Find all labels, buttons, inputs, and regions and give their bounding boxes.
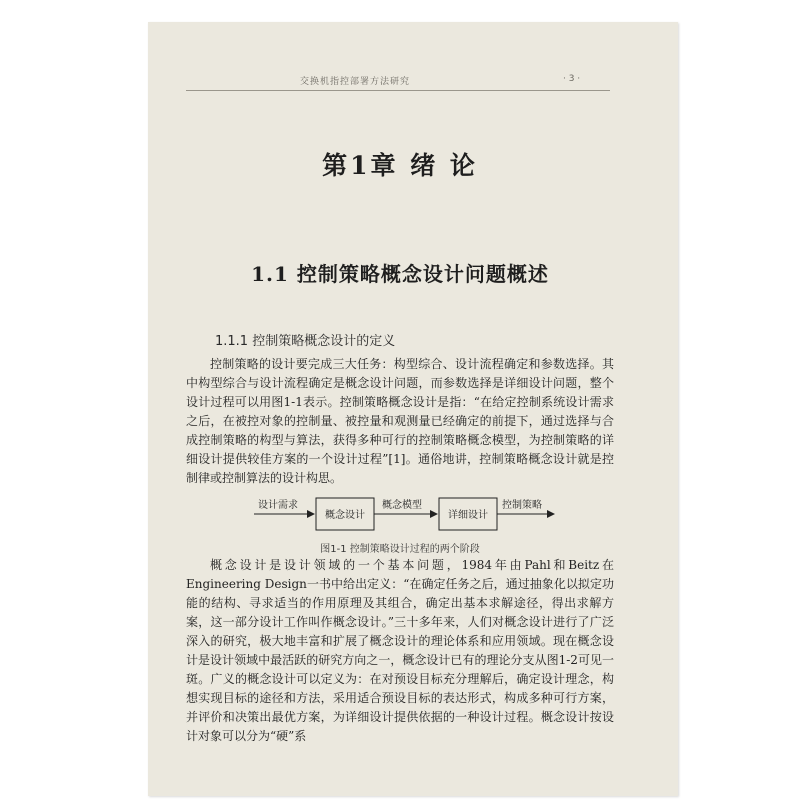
header-rule	[186, 90, 610, 91]
label-input: 设计需求	[258, 500, 298, 511]
process-diagram	[240, 488, 560, 536]
paragraph-definition: 控制策略的设计要完成三大任务：构型综合、设计流程确定和参数选择。其中构型综合与设计流程确定是概念设计问题，而参数选择是详细设计问题，整个设计过程可以用图1-1表示。控制策略概念设计是指：“在给定控制系统设计需求之后，在被控对象的控制量、被控量和观测量已经确定的前提下，通过选择与合成控制策略的构型与算法，获得多种可行的控制策略概念模型，为控制策略的详细设计提供较佳方案的一个设计过程”[1]。通俗地讲，控制策略概念设计就是控制律或控制算法的设计构思。	[186, 357, 614, 485]
subsection-title: 1.1.1 控制策略概念设计的定义	[215, 334, 396, 349]
box-detail-design-label: 详细设计	[448, 510, 488, 521]
label-output: 控制策略	[502, 500, 542, 511]
figure-caption: 图1-1 控制策略设计过程的两个阶段	[320, 544, 480, 555]
label-middle: 概念模型	[382, 500, 422, 511]
chapter-title: 第1章 绪 论	[322, 151, 478, 180]
section-title: 1.1 控制策略概念设计问题概述	[251, 262, 549, 286]
paragraph-concept-design: 概念设计是设计领域的一个基本问题，1984年由Pahl和Beitz在Engineering Design一书中给出定义：“在确定任务之后，通过抽象化以拟定功能的结构、寻求适当的作用原理及其组合，确定出基本求解途径，得出求解方案，这一部分设计工作叫作概念设计。”三十多年来，人们对概念设计进行了广泛深入的研究，极大地丰富和扩展了概念设计的理论体系和应用领域。现在概念设计是设计领域中最活跃的研究方向之一，概念设计已有的理论分支从图1-2可见一斑。广义的概念设计可以定义为：在对预设目标充分理解后，确定设计理念，构想实现目标的途径和方法，采用适合预设目标的表达形式，构成多种可行方案，并评价和决策出最优方案，为详细设计提供依据的一种设计过程。概念设计按设计对象可以分为“硬”系	[186, 558, 614, 743]
page-number: · 3 ·	[563, 74, 581, 84]
running-head: 交换机指控部署方法研究	[300, 77, 411, 87]
box-concept-design-label: 概念设计	[325, 510, 365, 521]
